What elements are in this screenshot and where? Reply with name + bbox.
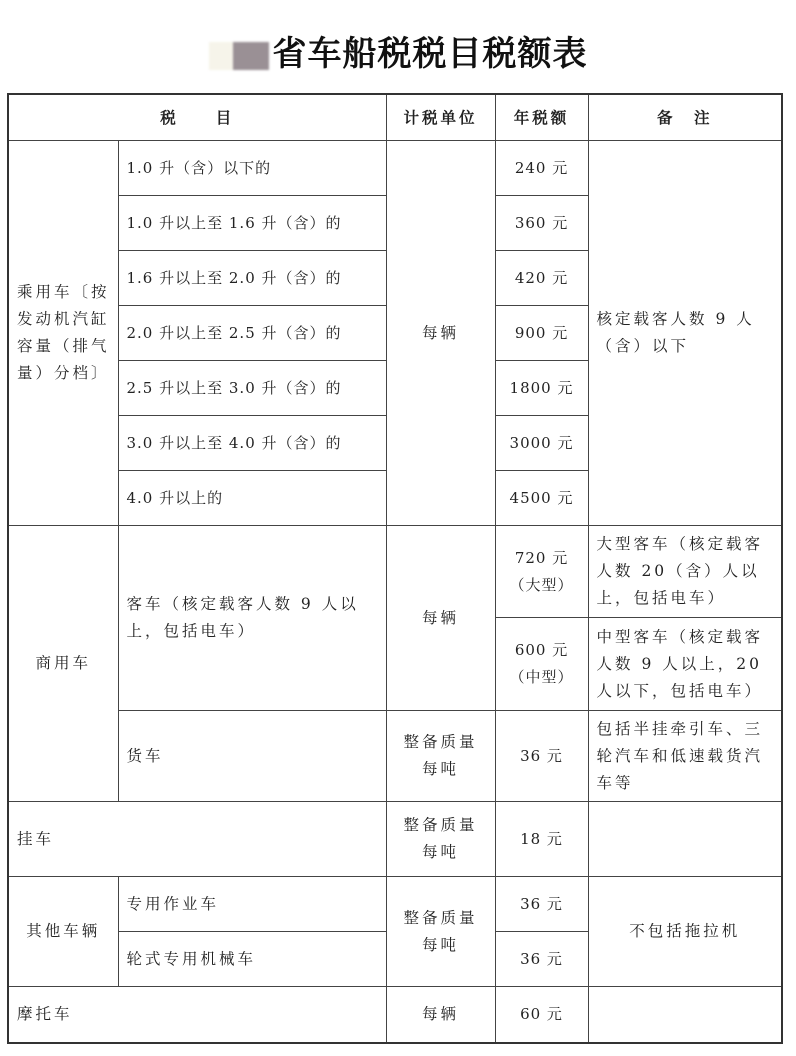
trailer-category: 挂车 <box>8 802 386 877</box>
passenger-category: 乘用车〔按发动机汽缸容量（排气量）分档〕 <box>8 141 118 526</box>
table-row <box>8 141 782 196</box>
other-category: 其他车辆 <box>8 877 118 987</box>
other-note: 不包括拖拉机 <box>588 877 782 987</box>
truck-note: 包括半挂牵引车、三轮汽车和低速载货汽车等 <box>588 711 782 802</box>
passenger-amount: 3000 元 <box>495 416 588 471</box>
other-amount: 36 元 <box>495 877 588 932</box>
header-unit: 计税单位 <box>386 94 495 141</box>
passenger-item: 2.0 升以上至 2.5 升（含）的 <box>118 306 386 361</box>
other-unit: 整备质量每吨 <box>386 877 495 987</box>
header-amount: 年税额 <box>495 94 588 141</box>
passenger-amount: 4500 元 <box>495 471 588 526</box>
truck-item: 货车 <box>118 711 386 802</box>
truck-amount: 36 元 <box>495 711 588 802</box>
motorcycle-category: 摩托车 <box>8 987 386 1043</box>
header-note: 备 注 <box>588 94 782 141</box>
table-row <box>8 877 782 932</box>
passenger-item: 3.0 升以上至 4.0 升（含）的 <box>118 416 386 471</box>
truck-unit: 整备质量每吨 <box>386 711 495 802</box>
motorcycle-note <box>588 987 782 1043</box>
passenger-item: 4.0 升以上的 <box>118 471 386 526</box>
passenger-note: 核定载客人数 9 人（含）以下 <box>588 141 782 526</box>
passenger-item: 1.0 升（含）以下的 <box>118 141 386 196</box>
bus-medium-amount: 600 元 （中型） <box>495 618 588 711</box>
passenger-item: 1.6 升以上至 2.0 升（含）的 <box>118 251 386 306</box>
tax-rate-table <box>7 93 783 1044</box>
document-title: 省车船税税目税额表 <box>0 26 796 75</box>
bus-unit: 每辆 <box>386 526 495 711</box>
passenger-amount: 240 元 <box>495 141 588 196</box>
passenger-amount: 420 元 <box>495 251 588 306</box>
passenger-amount: 360 元 <box>495 196 588 251</box>
trailer-amount: 18 元 <box>495 802 588 877</box>
header-item: 税 目 <box>8 94 386 141</box>
passenger-unit: 每辆 <box>386 141 495 526</box>
other-item: 专用作业车 <box>118 877 386 932</box>
table-row <box>8 987 782 1043</box>
passenger-item: 1.0 升以上至 1.6 升（含）的 <box>118 196 386 251</box>
bus-medium-note: 中型客车（核定载客人数 9 人以上，20 人以下，包括电车） <box>588 618 782 711</box>
table-row <box>8 526 782 618</box>
trailer-unit: 整备质量每吨 <box>386 802 495 877</box>
redacted-region-name <box>209 42 269 70</box>
table-row <box>8 802 782 877</box>
other-amount: 36 元 <box>495 932 588 987</box>
passenger-item: 2.5 升以上至 3.0 升（含）的 <box>118 361 386 416</box>
commercial-category: 商用车 <box>8 526 118 802</box>
motorcycle-unit: 每辆 <box>386 987 495 1043</box>
table-row <box>8 711 782 802</box>
passenger-amount: 1800 元 <box>495 361 588 416</box>
other-item: 轮式专用机械车 <box>118 932 386 987</box>
bus-item: 客车（核定载客人数 9 人以上，包括电车） <box>118 526 386 711</box>
passenger-amount: 900 元 <box>495 306 588 361</box>
motorcycle-amount: 60 元 <box>495 987 588 1043</box>
trailer-note <box>588 802 782 877</box>
table-header <box>8 94 782 141</box>
bus-large-note: 大型客车（核定载客人数 20（含）人以上，包括电车） <box>588 526 782 618</box>
bus-large-amount: 720 元 （大型） <box>495 526 588 618</box>
